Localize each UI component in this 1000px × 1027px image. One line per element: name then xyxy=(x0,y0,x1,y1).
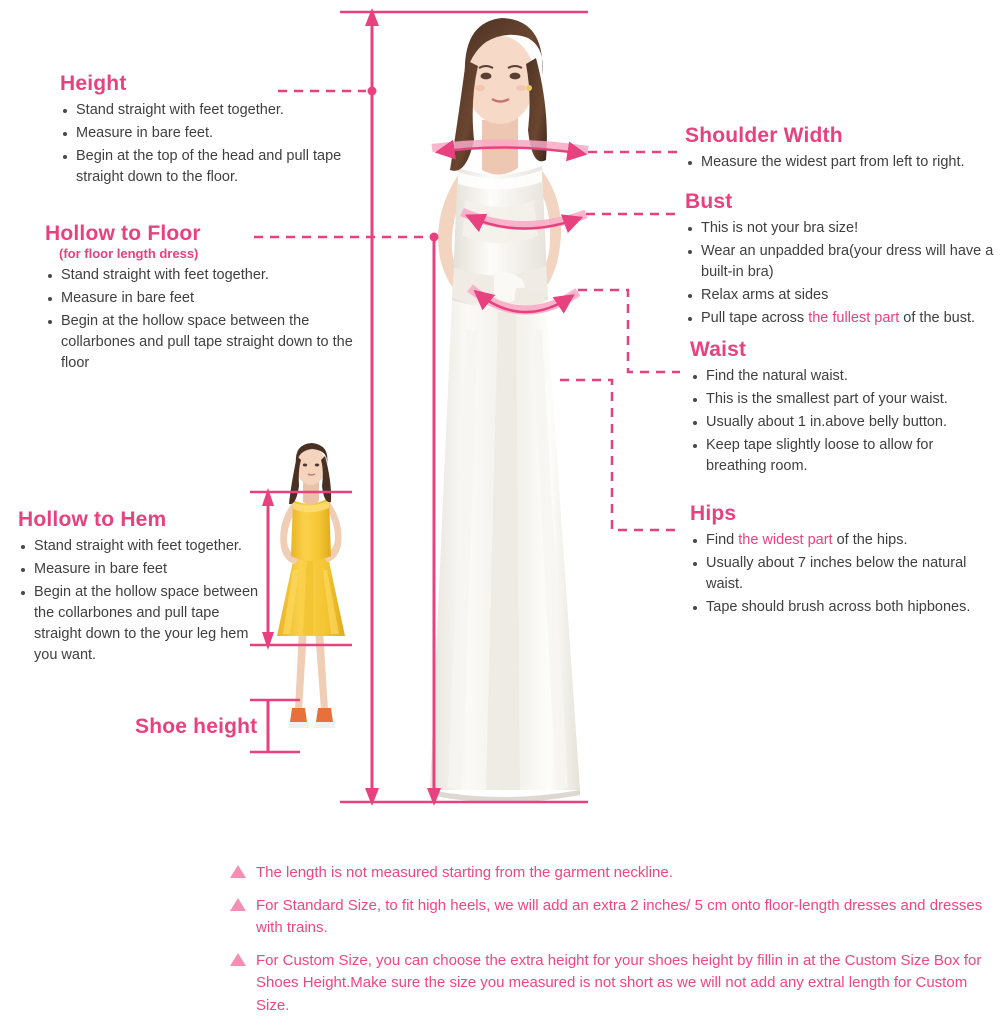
section-hollow-to-floor xyxy=(45,222,365,376)
bust-text-suffix: of the bust. xyxy=(899,310,976,327)
section-shoe-height xyxy=(135,715,315,739)
footer-note-text: For Standard Size, to fit high heels, we will add an extra 2 inches/ 5 cm onto floor-length dresses and dresses with trains. xyxy=(256,896,983,936)
list-item: Wear an unpadded bra(your dress will have a built-in bra) xyxy=(685,241,1000,283)
section-shoulder-width-title: Shoulder Width xyxy=(685,124,843,147)
section-shoulder-width xyxy=(685,124,1000,175)
footer-note-text: For Custom Size, you can choose the extra height for your shoes height by fillin in at the Custom Size Box for Shoes Height.Make sure the size you measured is not short as we will not add any extral length for Custom Size. xyxy=(256,951,982,1014)
section-hips xyxy=(690,502,990,620)
section-hips-list xyxy=(690,530,990,618)
section-shoulder-width-list xyxy=(685,152,1000,173)
list-item: Stand straight with feet together. xyxy=(45,265,365,286)
list-item: Find the natural waist. xyxy=(690,366,990,387)
list-item: Stand straight with feet together. xyxy=(60,100,360,121)
bust-highlight: the fullest part xyxy=(808,310,900,327)
list-item: Measure the widest part from left to right. xyxy=(685,152,1000,173)
list-item-hips-widest xyxy=(690,530,990,551)
section-hips-title: Hips xyxy=(690,502,737,525)
list-item: Relax arms at sides xyxy=(685,285,1000,306)
bust-text-prefix: Pull tape across xyxy=(701,310,809,327)
section-bust xyxy=(685,190,1000,331)
section-waist xyxy=(690,338,990,479)
section-height-title: Height xyxy=(60,72,127,95)
list-item: Tape should brush across both hipbones. xyxy=(690,597,990,618)
list-item: Measure in bare feet xyxy=(18,559,268,580)
list-item: Measure in bare feet. xyxy=(60,123,360,144)
list-item: Measure in bare feet xyxy=(45,288,365,309)
section-waist-list xyxy=(690,366,990,477)
footer-note xyxy=(230,895,990,940)
list-item: Keep tape slightly loose to allow for breathing room. xyxy=(690,435,990,477)
list-item: This is the smallest part of your waist. xyxy=(690,389,990,410)
footer-note-text: The length is not measured starting from the garment neckline. xyxy=(256,864,673,881)
hips-text-suffix: of the hips. xyxy=(832,532,908,548)
section-height-list xyxy=(60,100,360,188)
list-item: Begin at the hollow space between the collarbones and pull tape straight down to the your leg hem you want. xyxy=(18,582,268,666)
section-hollow-to-floor-title: Hollow to Floor xyxy=(45,222,201,245)
hips-text-prefix: Find xyxy=(706,532,739,548)
list-item: Usually about 7 inches below the natural waist. xyxy=(690,553,990,595)
warning-triangle-icon xyxy=(230,953,246,966)
section-waist-title: Waist xyxy=(690,338,747,361)
footer-note xyxy=(230,950,990,1018)
short-model-svg xyxy=(255,440,365,750)
hips-highlight: the widest part xyxy=(738,532,833,548)
list-item: Begin at the hollow space between the collarbones and pull tape straight down to the floor xyxy=(45,311,365,374)
section-height xyxy=(60,72,360,190)
warning-triangle-icon xyxy=(230,898,246,911)
list-item-bust-fullest xyxy=(685,308,1000,329)
tall-model-svg xyxy=(370,0,630,810)
list-item: This is not your bra size! xyxy=(685,218,1000,239)
tall-model-illustration xyxy=(370,0,630,810)
section-bust-title: Bust xyxy=(685,190,733,213)
section-hollow-to-hem-title: Hollow to Hem xyxy=(18,508,167,531)
list-item: Usually about 1 in.above belly button. xyxy=(690,412,990,433)
footer-notes xyxy=(230,862,990,1027)
section-hollow-to-hem xyxy=(18,508,268,668)
footer-note xyxy=(230,862,990,885)
section-hollow-to-floor-list xyxy=(45,265,365,374)
section-bust-list xyxy=(685,218,1000,329)
warning-triangle-icon xyxy=(230,865,246,878)
section-hollow-to-floor-subtitle: (for floor length dress) xyxy=(59,246,199,261)
section-hollow-to-hem-list xyxy=(18,536,268,666)
short-model-illustration xyxy=(255,440,365,750)
section-shoe-height-title: Shoe height xyxy=(135,715,258,738)
list-item: Stand straight with feet together. xyxy=(18,536,268,557)
list-item: Begin at the top of the head and pull tape straight down to the floor. xyxy=(60,146,360,188)
